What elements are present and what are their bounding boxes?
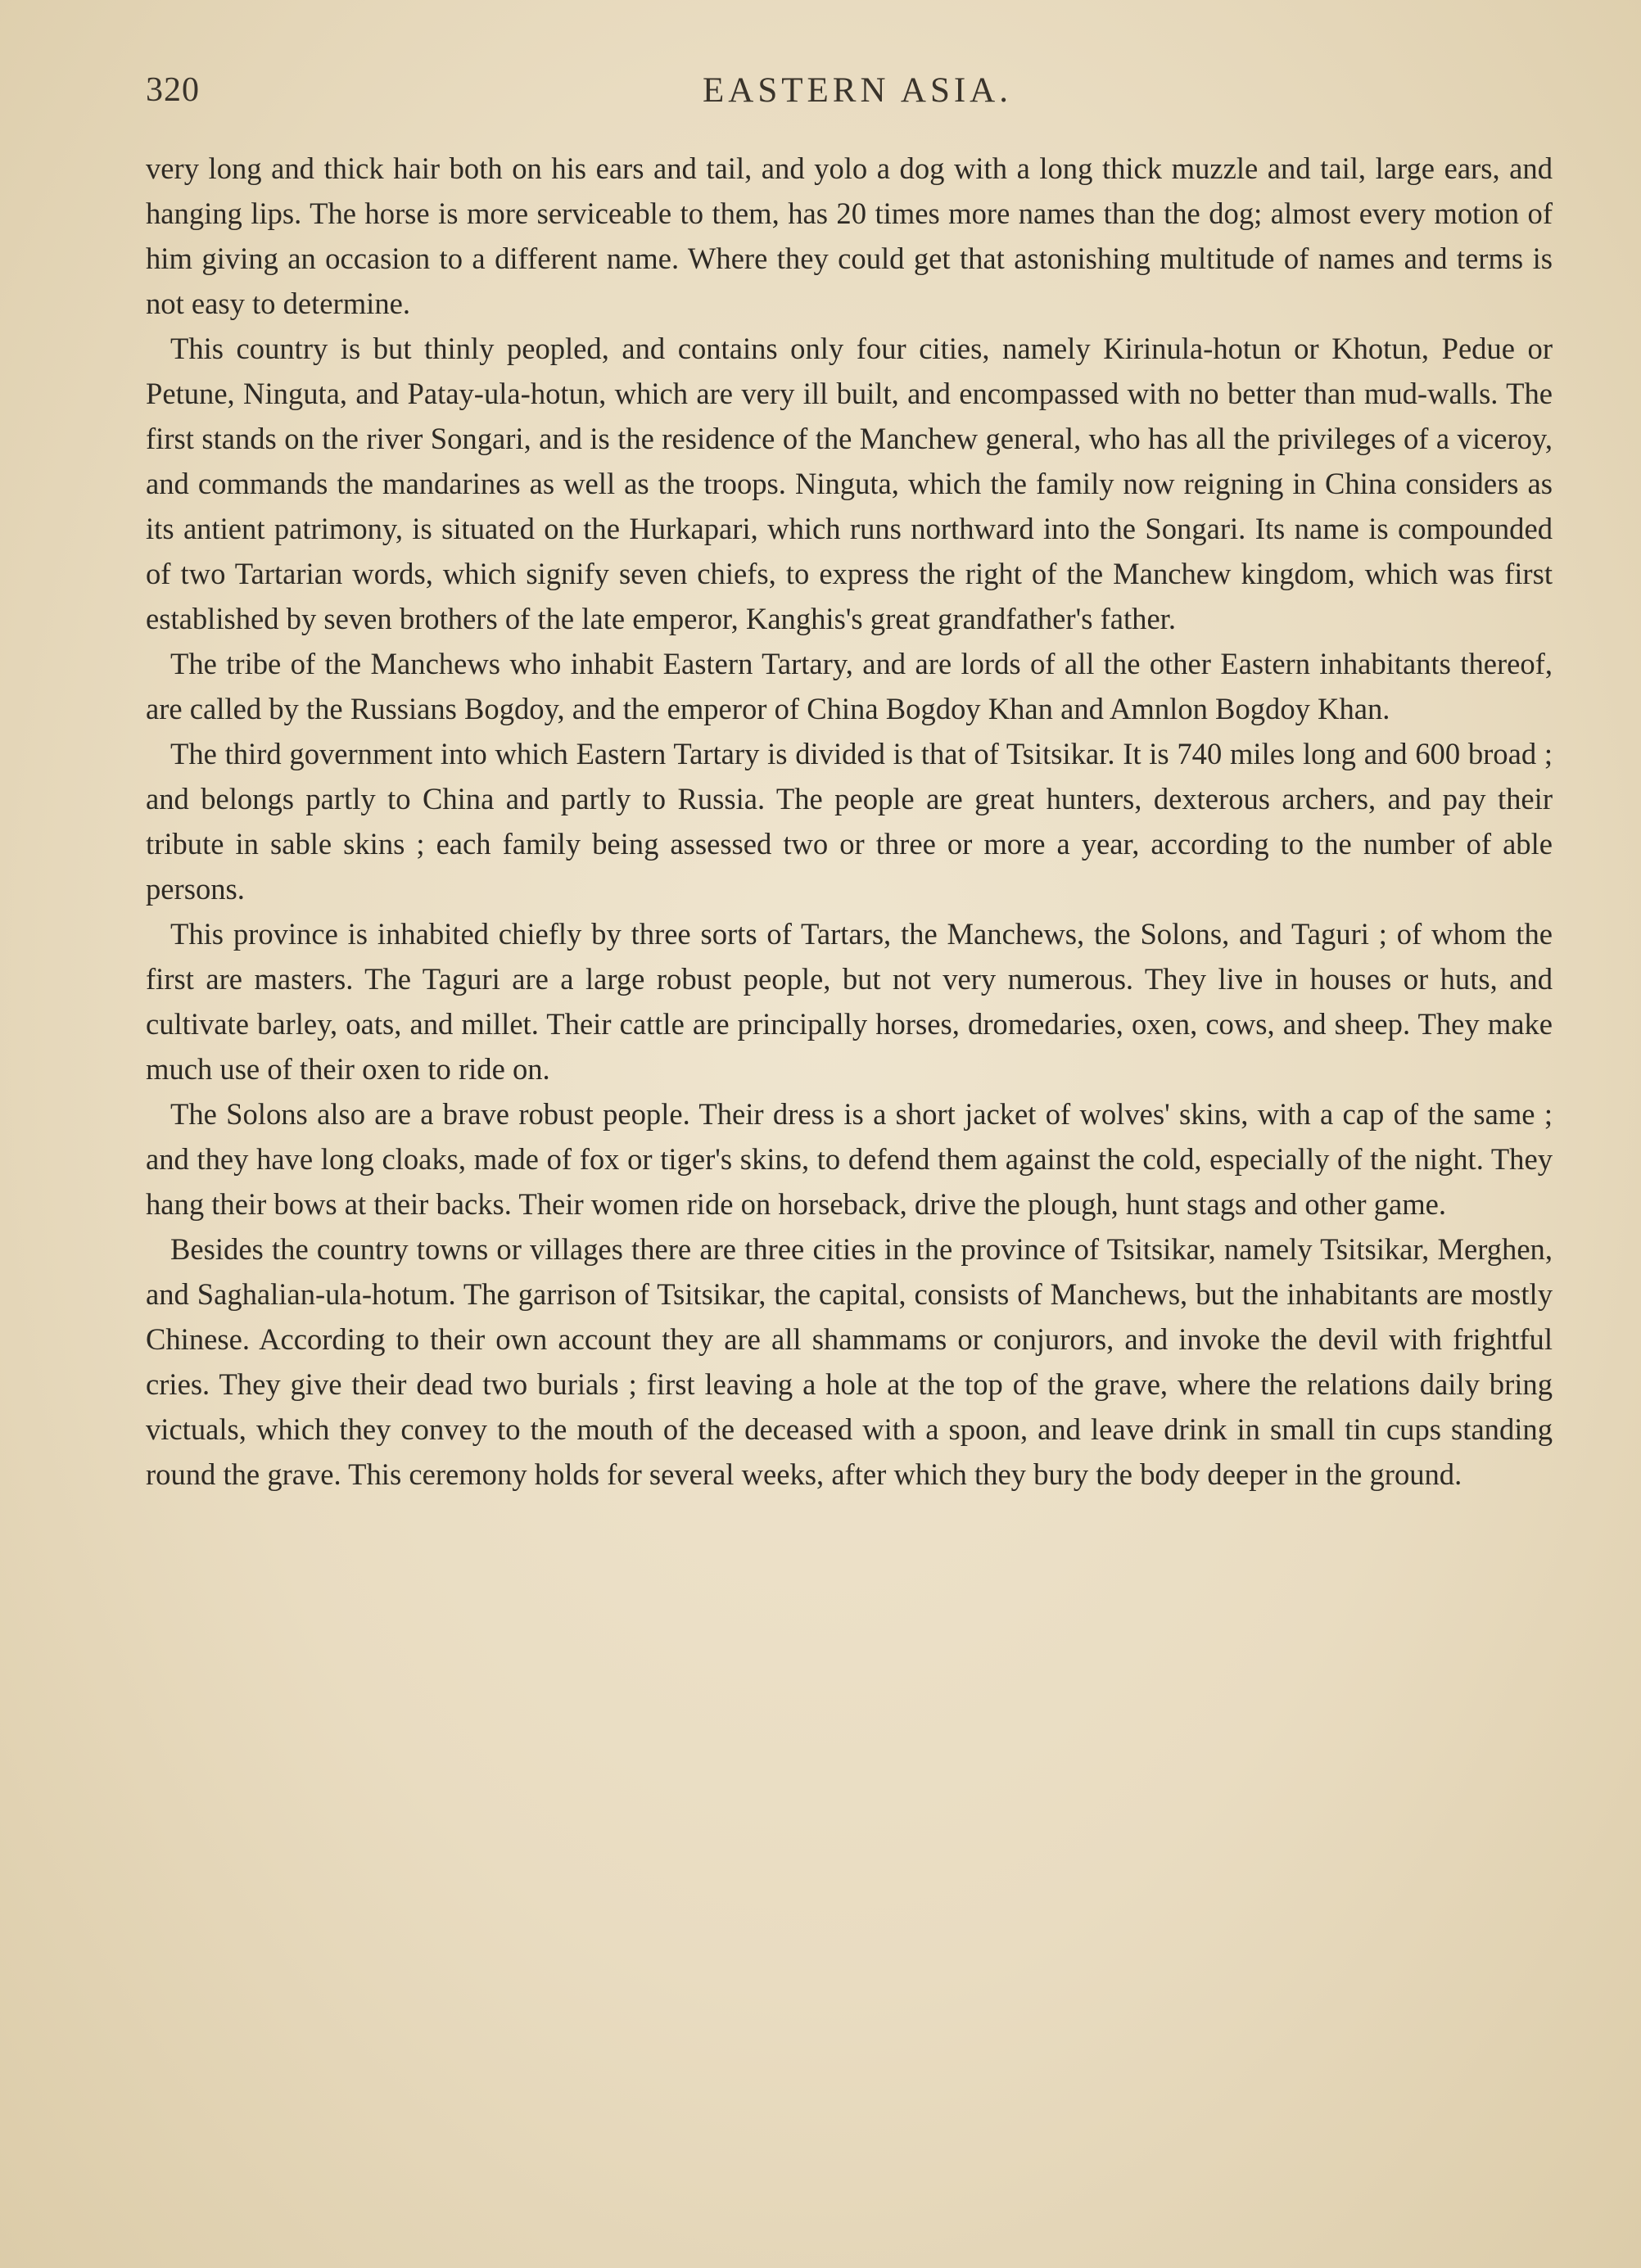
page-header (146, 70, 1569, 120)
paragraph-manchew-tribe: The tribe of the Manchews who inhabit Eastern Tartary, and are lords of all the other Eastern inhabitants thereof, are called by the Russians Bogdoy, and the emperor of China Bogdoy Khan and Amnlon Bogdoy Khan. (146, 647, 1553, 725)
page-number: 320 (146, 71, 200, 109)
paragraph-province-tartars: This province is inhabited chiefly by three sorts of Tartars, the Manchews, the Solons, and Taguri ; of whom the first are masters. The Taguri are a large robust people, but not very numerous. They live in houses or huts, and cultivate barley, oats, and millet. Their cattle are principally horses, dromedaries, oxen, cows, and sheep. They make much use of their oxen to ride on. (146, 917, 1553, 1086)
body-text (146, 146, 1553, 2045)
paragraph-tsitsikar-cities: Besides the country towns or villages there are three cities in the province of Tsitsikar, namely Tsitsikar, Merghen, and Saghalian-ula-hotum. The garrison of Tsitsikar, the capital, consists of Manchews, but the inhabitants are mostly Chinese. According to their own account they are all shammams or conjurors, and invoke the devil with frightful cries. They give their dead two burials ; first leaving a hole at the top of the grave, where the relations daily bring victuals, which they convey to the mouth of the deceased with a spoon, and leave drink in small tin cups standing round the grave. This ceremony holds for several weeks, after which they bury the body deeper in the ground. (146, 1232, 1553, 1491)
running-title: EASTERN ASIA. (703, 71, 1012, 110)
paragraph-solons: The Solons also are a brave robust people. Their dress is a short jacket of wolves' skins, with a cap of the same ; and they have long cloaks, made of fox or tiger's skins, to defend them against the cold, especially of the night. They hang their bows at their backs. Their women ride on horseback, drive the plough, hunt stags and other game. (146, 1097, 1553, 1221)
paragraph-tsitsikar-government: The third government into which Eastern Tartary is divided is that of Tsitsikar. It is 740 miles long and 600 broad ; and belongs partly to China and partly to Russia. The people are great hunters, dexterous archers, and pay their tribute in sable skins ; each family being assessed two or three or more a year, according to the number of able persons. (146, 737, 1553, 906)
paragraph-horse-names: very long and thick hair both on his ears and tail, and yolo a dog with a long thick muzzle and tail, large ears, and hanging lips. The horse is more serviceable to them, has 20 times more names than the dog; almost every motion of him giving an occasion to a different name. Where they could get that astonishing multitude of names and terms is not easy to determine. (146, 151, 1553, 320)
paragraph-cities: This country is but thinly peopled, and contains only four cities, namely Kirinula-hotun or Khotun, Pedue or Petune, Ninguta, and Patay-ula-hotun, which are very ill built, and encompassed with no better than mud-walls. The first stands on the river Songari, and is the residence of the Manchew general, who has all the privileges of a viceroy, and commands the mandarines as well as the troops. Ninguta, which the family now reigning in China considers as its antient patrimony, is situated on the Hurkapari, which runs northward into the Songari. Its name is compounded of two Tartarian words, which signify seven chiefs, to express the right of the Manchew kingdom, which was first established by seven brothers of the late emperor, Kanghis's great grandfather's father. (146, 332, 1553, 635)
